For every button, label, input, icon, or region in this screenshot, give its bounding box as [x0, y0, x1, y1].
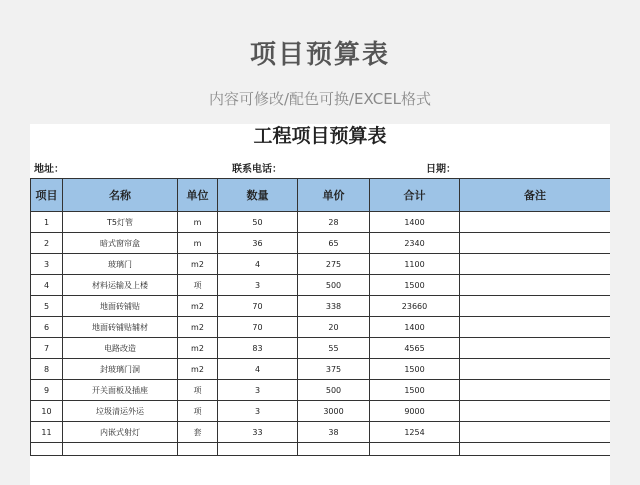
cell-total[interactable]: 1400	[370, 212, 460, 233]
table-row	[31, 254, 611, 275]
cell-item-no[interactable]: 11	[31, 422, 63, 443]
column-header-unit-price: 单价	[298, 179, 370, 212]
budget-sheet	[30, 124, 610, 485]
cell-total[interactable]: 1500	[370, 359, 460, 380]
table-row	[31, 380, 611, 401]
table-row	[31, 275, 611, 296]
cell-unit-price[interactable]: 500	[298, 275, 370, 296]
cell-item-no[interactable]: 10	[31, 401, 63, 422]
table-row	[31, 359, 611, 380]
cell-unit-price[interactable]: 375	[298, 359, 370, 380]
cell-item-no[interactable]: 1	[31, 212, 63, 233]
cell-name[interactable]: 垃圾清运外运	[63, 401, 178, 422]
address-label: 地址：	[34, 164, 64, 175]
cell-total[interactable]: 23660	[370, 296, 460, 317]
cell-unit[interactable]: m	[178, 233, 218, 254]
date-label: 日期：	[426, 164, 456, 175]
cell-item-no[interactable]: 7	[31, 338, 63, 359]
phone-label: 联系电话：	[232, 164, 282, 175]
cell-total[interactable]: 1254	[370, 422, 460, 443]
cell-unit-price[interactable]: 275	[298, 254, 370, 275]
cell-quantity[interactable]: 3	[218, 401, 298, 422]
table-row-empty	[31, 443, 611, 456]
cell-unit-price[interactable]: 38	[298, 422, 370, 443]
column-header-item: 项目	[31, 179, 63, 212]
cell-unit-price[interactable]: 28	[298, 212, 370, 233]
table-row	[31, 422, 611, 443]
cell-name[interactable]: 材料运输及上楼	[63, 275, 178, 296]
cell-item-no[interactable]: 5	[31, 296, 63, 317]
cell-total[interactable]: 1400	[370, 317, 460, 338]
table-row	[31, 338, 611, 359]
cell-remarks[interactable]	[460, 380, 611, 401]
sheet-title: 工程项目预算表	[253, 125, 387, 147]
cell-total[interactable]: 9000	[370, 401, 460, 422]
empty-cell[interactable]	[370, 443, 460, 456]
cell-item-no[interactable]: 6	[31, 317, 63, 338]
cell-quantity[interactable]: 4	[218, 359, 298, 380]
cell-unit[interactable]: 套	[178, 422, 218, 443]
table-row	[31, 401, 611, 422]
cell-remarks[interactable]	[460, 254, 611, 275]
cell-quantity[interactable]: 4	[218, 254, 298, 275]
cell-name[interactable]: 地面砖铺贴	[63, 296, 178, 317]
cell-unit-price[interactable]: 500	[298, 380, 370, 401]
empty-cell[interactable]	[218, 443, 298, 456]
cell-name[interactable]: 开关面板及插座	[63, 380, 178, 401]
cell-unit[interactable]: m2	[178, 359, 218, 380]
empty-cell[interactable]	[63, 443, 178, 456]
cell-name[interactable]: 玻璃门	[63, 254, 178, 275]
cell-total[interactable]: 2340	[370, 233, 460, 254]
cell-quantity[interactable]: 3	[218, 275, 298, 296]
empty-cell[interactable]	[460, 443, 611, 456]
cell-unit[interactable]: m2	[178, 254, 218, 275]
cell-unit[interactable]: 项	[178, 401, 218, 422]
cell-total[interactable]: 1500	[370, 380, 460, 401]
cell-name[interactable]: 封玻璃门洞	[63, 359, 178, 380]
cell-total[interactable]: 4565	[370, 338, 460, 359]
column-header-quantity: 数量	[218, 179, 298, 212]
cell-remarks[interactable]	[460, 212, 611, 233]
cell-unit[interactable]: m	[178, 212, 218, 233]
cell-name[interactable]: 电路改造	[63, 338, 178, 359]
cell-quantity[interactable]: 33	[218, 422, 298, 443]
cell-quantity[interactable]: 36	[218, 233, 298, 254]
empty-cell[interactable]	[298, 443, 370, 456]
cell-item-no[interactable]: 9	[31, 380, 63, 401]
column-header-total: 合计	[370, 179, 460, 212]
cell-item-no[interactable]: 2	[31, 233, 63, 254]
cell-unit[interactable]: m2	[178, 338, 218, 359]
banner-subtitle: 内容可修改/配色可换/EXCEL格式	[208, 90, 432, 108]
cell-unit-price[interactable]: 65	[298, 233, 370, 254]
budget-table	[30, 178, 610, 456]
cell-unit-price[interactable]: 20	[298, 317, 370, 338]
empty-cell[interactable]	[31, 443, 63, 456]
cell-unit-price[interactable]: 338	[298, 296, 370, 317]
cell-remarks[interactable]	[460, 359, 611, 380]
empty-cell[interactable]	[178, 443, 218, 456]
cell-total[interactable]: 1100	[370, 254, 460, 275]
cell-quantity[interactable]: 70	[218, 296, 298, 317]
cell-remarks[interactable]	[460, 275, 611, 296]
cell-unit-price[interactable]: 55	[298, 338, 370, 359]
cell-remarks[interactable]	[460, 338, 611, 359]
cell-unit[interactable]: m2	[178, 296, 218, 317]
cell-total[interactable]: 1500	[370, 275, 460, 296]
cell-remarks[interactable]	[460, 401, 611, 422]
cell-name[interactable]: 内嵌式射灯	[63, 422, 178, 443]
cell-unit[interactable]: 项	[178, 275, 218, 296]
column-header-unit: 单位	[178, 179, 218, 212]
table-row	[31, 212, 611, 233]
column-header-name: 名称	[63, 179, 178, 212]
table-row	[31, 317, 611, 338]
cell-name[interactable]: 地面砖铺贴辅材	[63, 317, 178, 338]
cell-remarks[interactable]	[460, 317, 611, 338]
cell-item-no[interactable]: 8	[31, 359, 63, 380]
cell-name[interactable]: 暗式窗帘盒	[63, 233, 178, 254]
cell-item-no[interactable]: 3	[31, 254, 63, 275]
table-row	[31, 233, 611, 254]
cell-remarks[interactable]	[460, 233, 611, 254]
cell-quantity[interactable]: 83	[218, 338, 298, 359]
cell-unit-price[interactable]: 3000	[298, 401, 370, 422]
cell-unit[interactable]: 项	[178, 380, 218, 401]
cell-remarks[interactable]	[460, 422, 611, 443]
cell-unit[interactable]: m2	[178, 317, 218, 338]
cell-item-no[interactable]: 4	[31, 275, 63, 296]
column-header-remarks: 备注	[460, 179, 611, 212]
cell-remarks[interactable]	[460, 296, 611, 317]
table-header-row	[31, 179, 611, 212]
cell-quantity[interactable]: 50	[218, 212, 298, 233]
table-row	[31, 296, 611, 317]
cell-name[interactable]: T5灯管	[63, 212, 178, 233]
cell-quantity[interactable]: 3	[218, 380, 298, 401]
banner-title: 项目预算表	[249, 40, 390, 70]
cell-quantity[interactable]: 70	[218, 317, 298, 338]
